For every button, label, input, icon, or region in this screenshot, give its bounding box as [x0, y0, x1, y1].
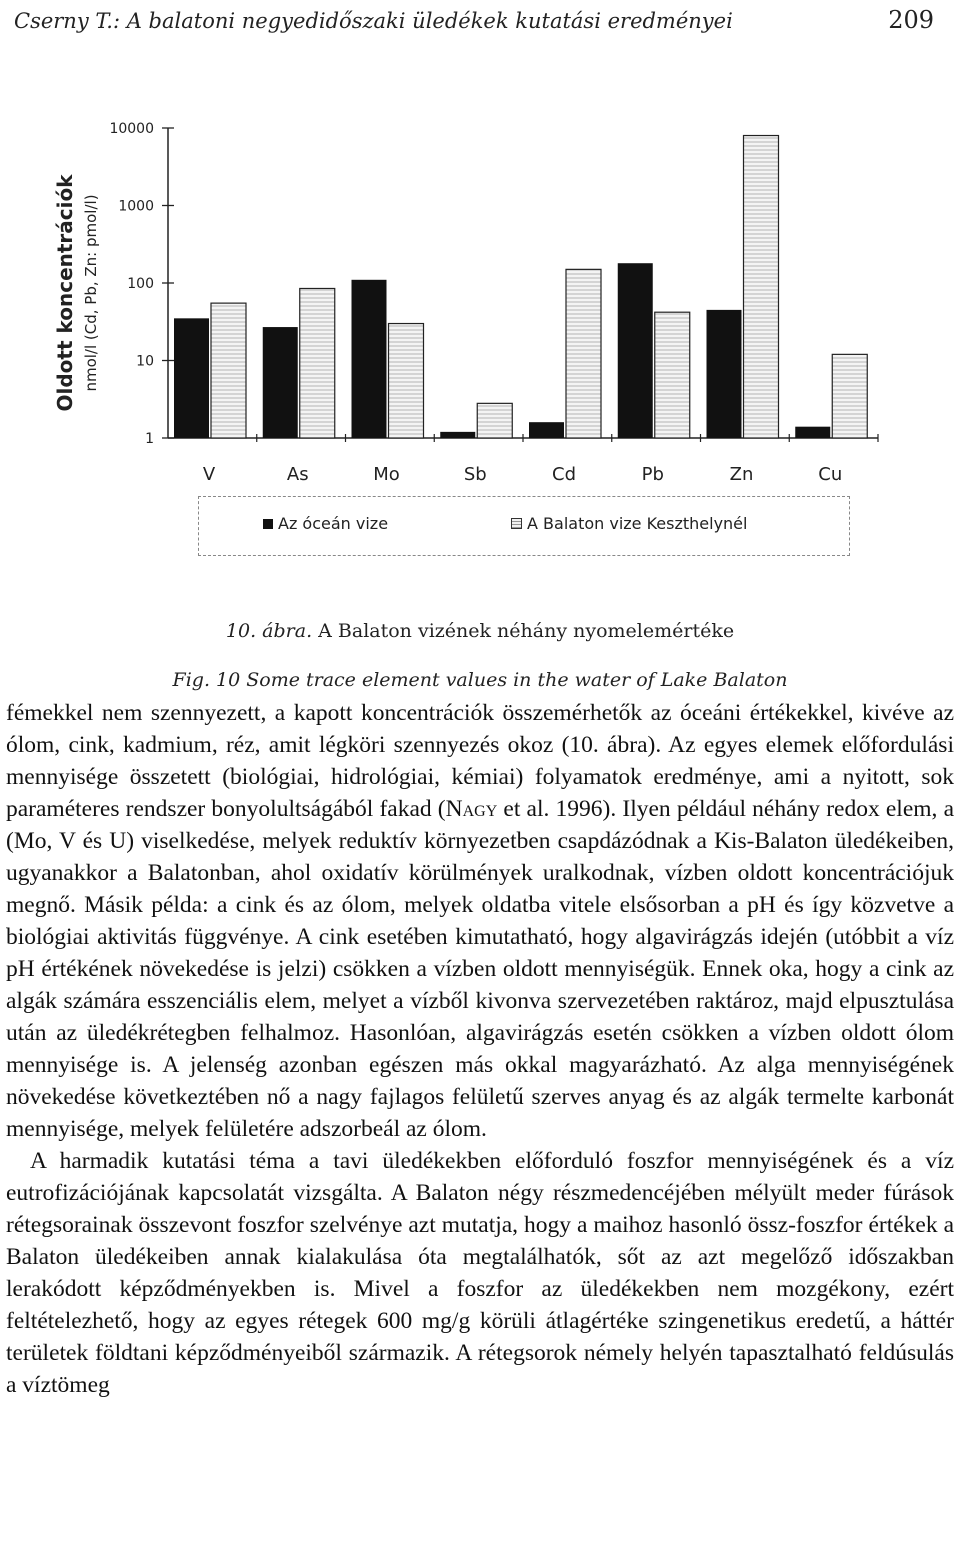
- legend-swatch-ocean: [263, 519, 273, 529]
- category-label-zn: Zn: [729, 464, 754, 485]
- bar-balaton-zn: [744, 136, 779, 438]
- legend-label-balaton: A Balaton vize Keszthelynél: [527, 514, 748, 533]
- y-tick-label: 1000: [118, 198, 154, 215]
- y-axis-subtitle: nmol/l (Cd, Pb, Zn: pmol/l): [82, 194, 100, 392]
- paragraph-1: [6, 697, 954, 1145]
- y-axis-title: Oldott koncentrációk: [53, 174, 77, 412]
- legend-label-ocean: Az óceán vize: [278, 514, 389, 533]
- category-label-mo: Mo: [373, 464, 400, 485]
- bar-ocean-cu: [795, 427, 830, 438]
- body-text: [6, 697, 954, 1401]
- category-label-cu: Cu: [818, 464, 843, 485]
- figure-caption-hungarian: [0, 620, 960, 642]
- legend-item-balaton: [511, 514, 747, 533]
- citation-author: Nagy: [445, 796, 498, 822]
- legend-swatch-balaton: [511, 518, 522, 529]
- bar-balaton-mo: [389, 324, 424, 438]
- bar-ocean-mo: [352, 280, 387, 438]
- chart-legend: [198, 496, 850, 556]
- paragraph-1-part-a: fémekkel nem szennyezett, a kapott koncentrációk összemérhetők az óceáni értékekkel, kivéve az ólom, cink, kadmium, réz, amit légköri szennyezés okoz (10. ábra). Az egyes elemek előfordulási mennyisége összetett (biológiai, hidrológiai, kémiai) folyamatok eredménye, ami a nyitott, sok paraméteres rendszer bonyolultságából fakad (: [6, 700, 954, 822]
- bar-ocean-cd: [529, 422, 564, 438]
- category-label-v: V: [202, 464, 216, 485]
- figure-label: 10. ábra.: [225, 620, 313, 642]
- bar-balaton-sb: [477, 403, 512, 438]
- paragraph-2: A harmadik kutatási téma a tavi üledékekben előforduló foszfor mennyiségének és a víz eutrofizációjának kapcsolatát vizsgálta. A Balaton négy részmedencéjében mélyült meder fúrások rétegsorainak összevont foszfor szelvénye azt mutatja, hogy a maihoz hasonló össz-foszfor értékek a Balaton üledékeiben annak kialakulása óta megtalálhatók, sőt az azt megelőző időszakban lerakódott képződményekben is. Mivel a foszfor az üledékekben nem mozgékony, ezért feltételezhető, hogy az egyes rétegek 600 mg/g körüli átlagértéke szingenetikus eredetű, a háttér területek földtani képződményeiből származik. A rétegsorok némely helyén tapasztalható feldúsulás a víztömeg: [6, 1148, 954, 1398]
- figure-caption-text: A Balaton vizének néhány nyomelemértéke: [318, 620, 735, 642]
- bar-balaton-cu: [832, 354, 867, 438]
- bar-balaton-cd: [566, 269, 601, 438]
- running-title: Cserny T.: A balatoni negyedidőszaki üledékek kutatási eredményei: [14, 9, 733, 33]
- running-header: [14, 6, 934, 36]
- y-tick-label: 100: [127, 276, 154, 292]
- bar-ocean-pb: [618, 263, 653, 438]
- bar-ocean-v: [174, 318, 209, 438]
- y-tick-label: 10000: [109, 121, 154, 137]
- page-number: 209: [888, 6, 934, 34]
- paragraph-1-part-b: et al. 1996). Ilyen például néhány redox elem, a (Mo, V és U) viselkedése, melyek reduktív környezetben csapdázódnak a Kis-Balaton üledékeiben, ugyanakkor a Balatonban, ahol oxidatív körülmények uralkodnak, vízben oldott koncentrációjuk megnő. Másik példa: a cink és az ólom, melyek oldatba vitele elsősorban a pH és így közvetve a biológiai aktivitás függvénye. A cink esetében kimutatható, hogy algavirágzás idején (utóbbit a víz pH értékének növekedése is jelzi) csökken a vízben oldott mennyiségük. Ennek oka, hogy a cink az algák számára esszenciális elem, melyet a vízből kivonva szervezetében raktároz, majd elpusztulása után az üledékrétegben felhalmoz. Hasonlóan, algavirágzás esetén csökken a vízben oldott ólom mennyisége is. A jelenség azonban egészen más okkal magyarázható. Az alga mennyiségének növekedése következtében nő a nagy fajlagos felületű szerves anyag és az algák termelte karbonát mennyisége, melyek felületére adszorbeál az ólom.: [6, 796, 954, 1142]
- bar-balaton-pb: [655, 312, 690, 438]
- bar-ocean-as: [263, 327, 298, 438]
- category-label-as: As: [286, 464, 309, 485]
- y-tick-label: 10: [136, 353, 154, 370]
- bar-ocean-zn: [707, 310, 742, 438]
- figure-caption-english: Fig. 10 Some trace element values in the water of Lake Balaton: [172, 669, 788, 691]
- category-label-pb: Pb: [641, 464, 664, 485]
- bar-balaton-as: [300, 288, 335, 438]
- bar-balaton-v: [211, 303, 246, 438]
- legend-item-ocean: [263, 514, 388, 533]
- category-label-sb: Sb: [463, 464, 487, 485]
- y-tick-label: 1: [145, 431, 154, 447]
- category-label-cd: Cd: [552, 464, 576, 485]
- bar-ocean-sb: [440, 432, 475, 438]
